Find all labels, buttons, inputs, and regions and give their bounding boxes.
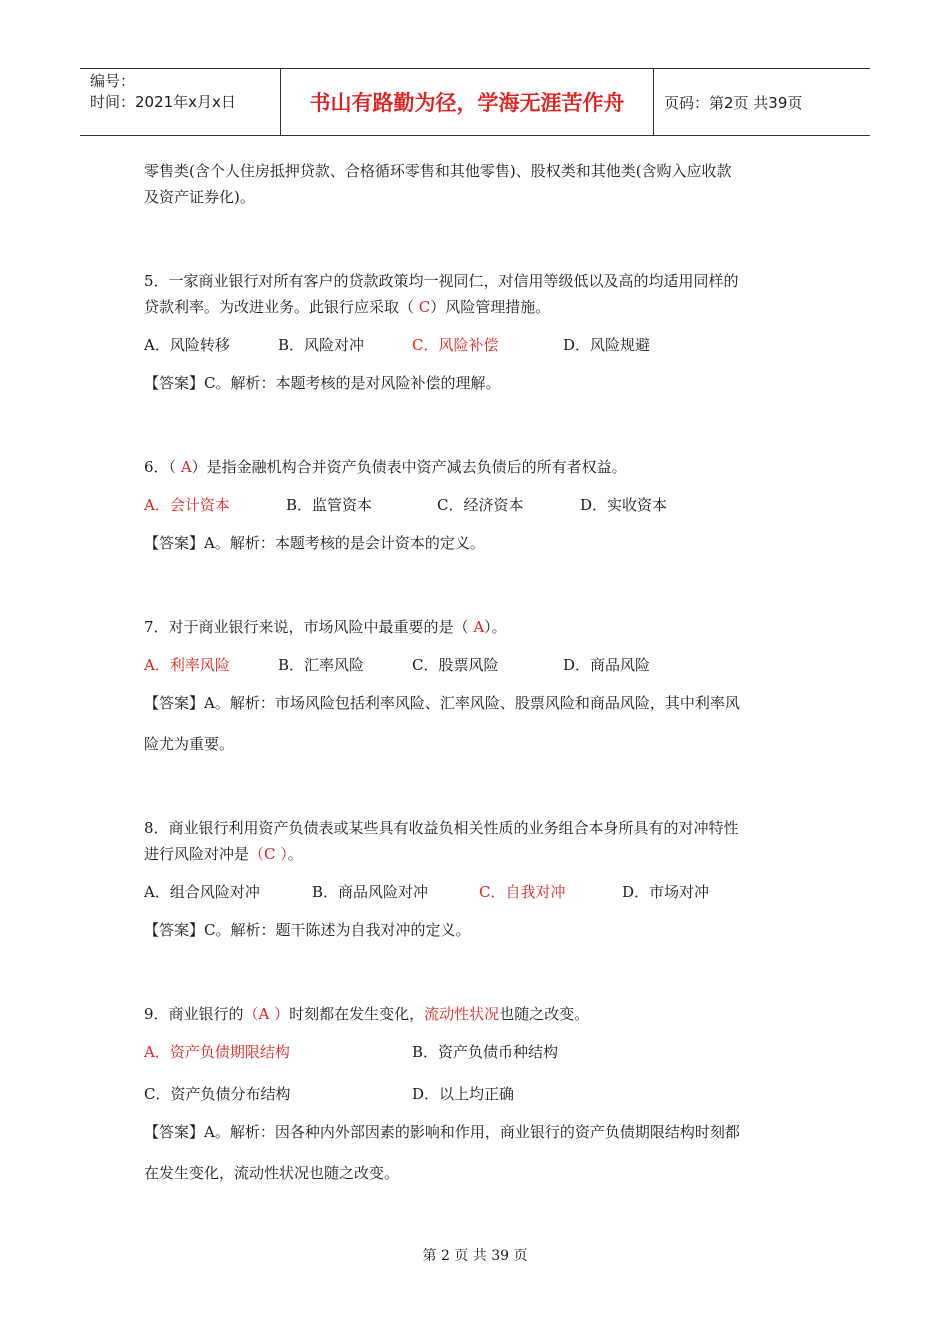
q9-stem-end: 也随之改变。	[499, 1005, 590, 1023]
q6-option-a: A．会计资本	[144, 496, 230, 514]
q9-answer-line-2: 在发生变化，流动性状况也随之改变。	[144, 1164, 400, 1182]
q7-answer-mark: A	[473, 618, 485, 636]
header-meta	[80, 69, 281, 135]
page-content	[144, 158, 814, 1186]
q5-option-a: A．风险转移	[144, 336, 230, 354]
q7-answer-line-1: 【答案】A。解析：市场风险包括利率风险、汇率风险、股票风险和商品风险，其中利率风	[144, 694, 740, 712]
question-5	[144, 268, 814, 396]
q8-option-b: B．商品风险对冲	[312, 883, 429, 901]
question-9	[144, 1001, 814, 1186]
q7-answer-line-2: 险尤为重要。	[144, 735, 235, 753]
q8-line-2-end: 。	[287, 845, 303, 863]
q7-stem	[144, 614, 814, 640]
q5-line-1: 5．一家商业银行对所有客户的贷款政策均一视同仁，对信用等级低以及高的均适用同样的	[144, 272, 739, 290]
q8-line-2-text: 进行风险对冲是	[144, 845, 250, 863]
q7-option-c: C．股票风险	[412, 656, 499, 674]
q9-option-a: A．资产负债期限结构	[144, 1043, 290, 1061]
q6-option-b: B．监管资本	[286, 496, 373, 514]
question-6	[144, 454, 814, 556]
question-7	[144, 614, 814, 757]
doc-time: 时间：2021年x月x日	[90, 93, 236, 111]
q9-stem	[144, 1001, 814, 1027]
q8-line-1: 8．商业银行利用资产负债表或某些具有收益负相关性质的业务组合本身所具有的对冲特性	[144, 819, 739, 837]
q9-option-d: D．以上均正确	[412, 1085, 515, 1103]
q5-options	[144, 333, 814, 357]
q7-stem-end: ）。	[484, 618, 507, 636]
q6-stem-start: 6．（	[144, 458, 181, 476]
q5-option-d: D．风险规避	[563, 336, 651, 354]
q9-option-c: C．资产负债分布结构	[144, 1085, 291, 1103]
q8-answer: 【答案】C。解析：题干陈述为自我对冲的定义。	[144, 921, 471, 939]
intro-line-1: 零售类(含个人住房抵押贷款、合格循环零售和其他零售)、股权类和其他类(含购入应收款	[144, 162, 732, 180]
q7-option-d: D．商品风险	[563, 656, 651, 674]
q6-options	[144, 493, 814, 517]
intro-line-2: 及资产证券化)。	[144, 188, 255, 206]
q9-options	[144, 1040, 814, 1106]
page-footer: 第 2 页 共 39 页	[422, 1248, 528, 1264]
q5-option-b: B．风险对冲	[278, 336, 365, 354]
q5-option-c: C．风险补偿	[412, 336, 499, 354]
q6-answer: 【答案】A。解析：本题考核的是会计资本的定义。	[144, 534, 485, 552]
q9-stem-mid: 时刻都在发生变化，	[289, 1005, 425, 1023]
q5-line-2-end: ）风险管理措施。	[430, 298, 551, 316]
q7-options	[144, 653, 814, 677]
q8-options	[144, 880, 814, 904]
q5-answer: 【答案】C。解析：本题考核的是对风险补偿的理解。	[144, 374, 501, 392]
page-header	[80, 68, 870, 136]
q5-line-2	[144, 294, 814, 320]
question-8	[144, 815, 814, 943]
q8-answer-mark: （C ）	[249, 845, 288, 863]
q7-option-a: A．利率风险	[144, 656, 230, 674]
q7-option-b: B．汇率风险	[278, 656, 365, 674]
q9-answer-line-1: 【答案】A。解析：因各种内外部因素的影响和作用，商业银行的资产负债期限结构时刻都	[144, 1123, 740, 1141]
q8-option-a: A．组合风险对冲	[144, 883, 260, 901]
q5-answer-mark: C	[418, 298, 431, 316]
q9-option-b: B．资产负债币种结构	[412, 1043, 559, 1061]
header-motto: 书山有路勤为径，学海无涯苦作舟	[281, 69, 654, 135]
header-page-info: 页码：第2页 共39页	[664, 93, 803, 112]
q6-stem	[144, 454, 814, 480]
q8-option-d: D．市场对冲	[622, 883, 710, 901]
q8-option-c: C．自我对冲	[479, 883, 566, 901]
q5-line-2-text: 贷款利率。为改进业务。此银行应采取（	[144, 298, 419, 316]
doc-number-label: 编号：	[90, 72, 136, 90]
q6-stem-end: ）是指金融机构合并资产负债表中资产减去负债后的所有者权益。	[191, 458, 627, 476]
q6-option-c: C．经济资本	[437, 496, 524, 514]
q7-stem-start: 7．对于商业银行来说，市场风险中最重要的是（	[144, 618, 474, 636]
q9-stem-start: 9．商业银行的	[144, 1005, 244, 1023]
q9-highlight: 流动性状况	[424, 1005, 500, 1023]
q9-answer-mark: （A ）	[243, 1005, 290, 1023]
q6-option-d: D．实收资本	[580, 496, 668, 514]
q6-answer-mark: A	[180, 458, 192, 476]
q8-line-2	[144, 841, 814, 867]
